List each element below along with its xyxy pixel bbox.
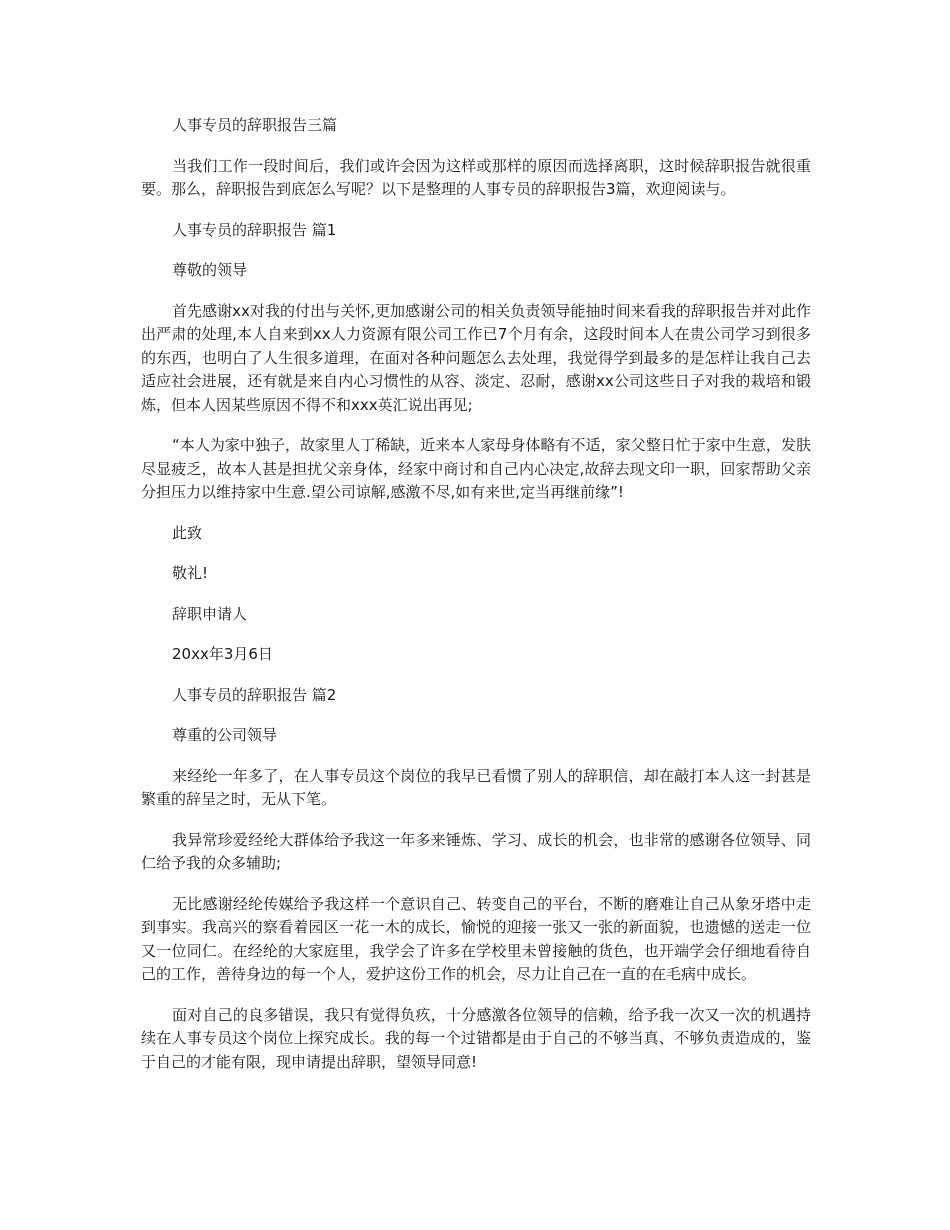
section1-heading: 人事专员的辞职报告 篇1 bbox=[172, 220, 337, 239]
section1-signer: 辞职申请人 bbox=[172, 604, 248, 623]
document-title: 人事专员的辞职报告三篇 bbox=[172, 116, 338, 134]
section1-salutation: 尊敬的领导 bbox=[172, 261, 248, 279]
section1-date: 20xx年3月6日 bbox=[172, 645, 273, 663]
section2-paragraph-4: 面对自己的良多错误，我只有觉得负疚，十分感激各位领导的信赖，给予我一次又一次的机遇持续在人事专员这个岗位上探究成长。我的每一个过错都是由于自己的不够当真、不够负责造成的，鉴于自己的才能有限，现申请提出辞职，望领导同意! bbox=[141, 1005, 811, 1071]
section2-heading: 人事专员的辞职报告 篇2 bbox=[172, 685, 337, 704]
section2-salutation: 尊重的公司领导 bbox=[172, 726, 278, 744]
section2-paragraph-1: 来经纶一年多了，在人事专员这个岗位的我早已看惯了别人的辞职信，却在敲打本人这一封甚是繁重的辞呈之时，无从下笔。 bbox=[141, 766, 811, 808]
section2-paragraph-2: 我异常珍爱经纶大群体给予我这一年多来锤炼、学习、成长的机会，也非常的感谢各位领导、同仁给予我的众多辅助; bbox=[141, 830, 811, 872]
section1-paragraph-1: 首先感谢xx对我的付出与关怀,更加感谢公司的相关负责领导能抽时间来看我的辞职报告并对此作出严肃的处理,本人自来到xx人力资源有限公司工作已7个月有余，这段时间本人在贵公司学习到很多的东西，也明白了人生很多道理，在面对各种问题怎么去处理，我觉得学到最多的是怎样让我自己去适应社会进展，还有就是来自内心习惯性的从容、淡定、忍耐，感谢xx公司这些日子对我的栽培和锻炼，但本人因某些原因不得不和xxx英汇说出再见; bbox=[141, 301, 811, 414]
intro-paragraph: 当我们工作一段时间后，我们或许会因为这样或那样的原因而选择离职，这时候辞职报告就很重要。那么，辞职报告到底怎么写呢？以下是整理的人事专员的辞职报告3篇，欢迎阅读与。 bbox=[141, 156, 811, 198]
section2-paragraph-3: 无比感谢经纶传媒给予我这样一个意识自己、转变自己的平台，不断的磨难让自己从象牙塔中走到事实。我高兴的察看着园区一花一木的成长，愉悦的迎接一张又一张的新面貌，也遗憾的送走一位又一位同仁。在经纶的大家庭里，我学会了许多在学校里未曾接触的货色，也开端学会仔细地看待自己的工作，善待身边的每一个人，爱护这份工作的机会，尽力让自己在一直的在毛病中成长。 bbox=[141, 894, 811, 983]
section1-paragraph-2: “本人为家中独子，故家里人丁稀缺，近来本人家母身体略有不适，家父整日忙于家中生意，发肤尽显疲乏，故本人甚是担扰父亲身体，经家中商讨和自己内心决定,故辞去现文印一职，回家帮助父亲分担压力以维持家中生意.望公司谅解,感激不尽,如有来世,定当再继前缘”! bbox=[141, 436, 811, 501]
document-page bbox=[141, 114, 811, 1091]
section1-closing-1: 此致 bbox=[172, 523, 203, 542]
section1-closing-2: 敬礼! bbox=[172, 564, 209, 582]
